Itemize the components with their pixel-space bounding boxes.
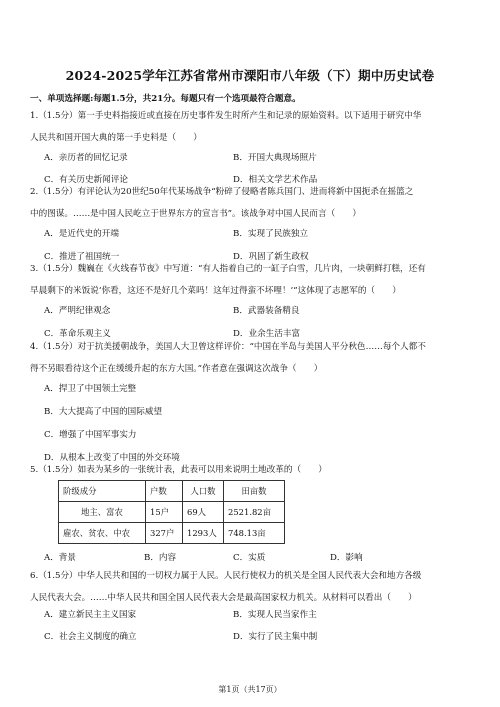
question-4-stem [30,336,476,380]
page-title: 2024-2025学年江苏省常州市溧阳市八年级（下）期中历史试卷 [65,68,435,83]
table-row [59,502,285,523]
option-d: D．实行了民主集中制 [233,632,318,642]
question-6-stem [30,565,476,609]
table-cell: 1293人 [183,523,224,544]
table-cell: 327户 [146,523,183,544]
option-c: C．社会主义制度的确立 [44,632,137,642]
question-stem-line: 中的图谋。……是中国人民屹立于世界东方的宣言书”。该战争对中国人民而言（ ） [30,209,361,219]
table-header-cell: 阶级成分 [59,481,146,502]
question-stem-line: 早晨剩下的米饭说‘你看，这还不是好几个菜吗！这年过得蛮不坏哩！’”这体现了志愿军的（ ） [30,286,401,296]
option-c: C．推进了祖国统一 [44,252,120,262]
option-d: D．相关文学艺术作品 [233,175,318,185]
question-stem-line: 人民代表大会。……中华人民共和国全国人民代表大会是最高国家权力机关。从材料可以看出（ ） [30,593,417,603]
table-header-cell: 人口数 [183,481,224,502]
question-stem-line: 3.（1.5分）魏巍在《火线春节夜》中写道：“有人指着自己的一缸子白雪，几片肉，一块朝鲜打糕，还有 [30,264,426,274]
table-header-cell: 田亩数 [224,481,285,502]
option-d: D．从根本上改变了中国的外交环境 [44,453,180,463]
table-row [59,523,285,544]
table-cell: 69人 [183,502,224,523]
option-b: B．实现了民族独立 [233,229,309,239]
option-a: A．严明纪律观念 [44,306,111,316]
table-cell: 15户 [146,502,183,523]
question-stem-line: 得不另眼看待这个正在缓缓升起的东方大国。”作者意在强调这次战争（ ） [30,364,323,374]
question-1-stem [30,105,476,149]
option-b: B．实现人民当家作主 [233,610,317,620]
option-b: B．武器装备精良 [233,306,300,316]
option-a: A．建立新民主主义国家 [44,610,137,620]
option-d: D．业余生活丰富 [233,329,301,339]
question-5-stem [30,459,476,481]
option-a: A．捍卫了中国领土完整 [44,384,137,394]
option-a: A．背景 [44,553,76,563]
option-d: D．影响 [330,553,363,563]
question-stem-line: 5.（1.5分）如表为某乡的一张统计表，此表可以用来说明土地改革的（ ） [30,465,327,475]
option-c: C．革命乐观主义 [44,329,111,339]
statistics-table [58,480,285,544]
option-d: D．巩固了新生政权 [233,252,309,262]
question-3-stem [30,258,476,302]
option-a: A．是近代史的开端 [44,229,119,239]
option-a: A．亲历者的回忆记录 [44,153,128,163]
table-header-row [59,481,285,502]
question-stem-line: 4.（1.5分）对于抗美援朝战争，美国人大卫曾这样评价：“中国在半岛与美国人平分秋色……每个人都不 [30,342,426,352]
table-cell: 地主、富农 [59,502,146,523]
section-heading: 一、单项选择题:每题1.5分，共21分。每题只有一个选项最符合题意。 [30,94,301,104]
option-b: B．内容 [144,553,177,563]
option-c: C．实质 [233,553,266,563]
question-stem-line: 1.（1.5分）第一手史料指接近或直接在历史事件发生时所产生和记录的原始资料。以下适用于研究中华 [30,111,422,121]
question-stem-line: 6.（1.5分）中华人民共和国的一切权力属于人民。人民行使权力的机关是全国人民代表大会和地方各级 [30,571,422,581]
option-b: B．大大提高了中国的国际威望 [44,407,163,417]
option-c: C．增强了中国军事实力 [44,430,137,440]
table-cell: 748.13亩 [224,523,285,544]
option-c: C．有关历史新闻评论 [44,175,128,185]
option-b: B．开国大典现场照片 [233,153,317,163]
table-header-cell: 户数 [146,481,183,502]
question-stem-line: 2.（1.5分）有评论认为20世纪50年代某场战争“粉碎了侵略者陈兵国门、进而将新中国扼杀在摇篮之 [30,187,414,197]
question-stem-line: 人民共和国开国大典的第一手史料是（ ） [30,133,202,143]
table-cell: 雇农、贫农、中农 [59,523,146,544]
page-footer: 第1页（共17页） [218,685,282,694]
question-2-stem [30,181,476,225]
table-cell: 2521.82亩 [224,502,285,523]
